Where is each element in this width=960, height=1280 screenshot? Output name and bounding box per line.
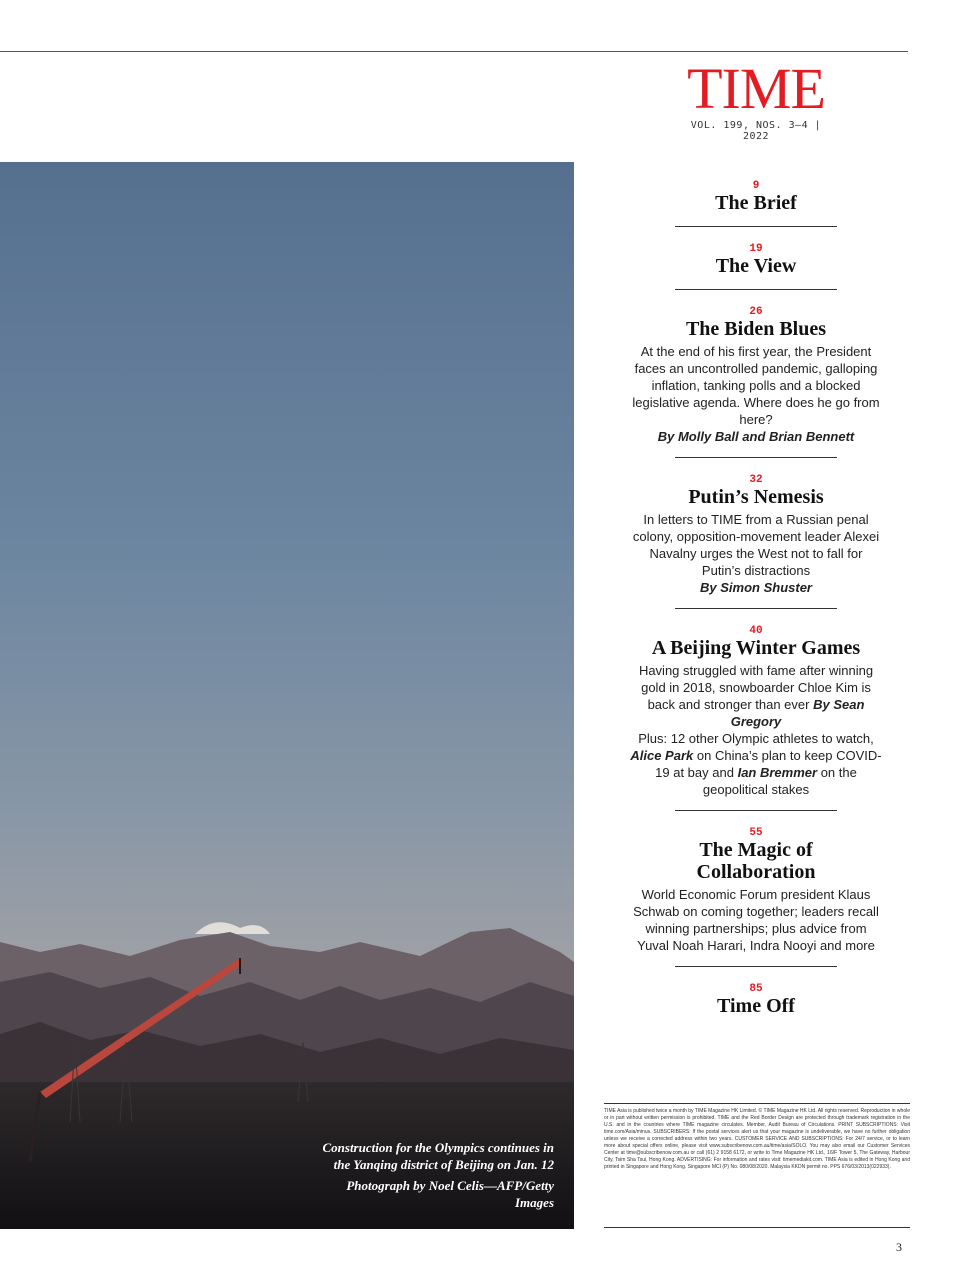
story-title: The Biden Blues (685, 318, 827, 340)
page-number: 40 (749, 625, 763, 637)
toc-entry-putin[interactable] (630, 474, 882, 608)
author-name: Ian Bremmer (737, 765, 818, 780)
divider (675, 608, 837, 609)
issue-info: VOL. 199, NOS. 3–4 | 2022 (690, 120, 822, 142)
page-number: 32 (749, 474, 763, 486)
story-title: Putin’s Nemesis (688, 486, 824, 508)
story-dek (630, 343, 882, 445)
toc-entry-brief[interactable] (630, 180, 882, 226)
story-dek (630, 662, 882, 798)
story-title: A Beijing Winter Games (651, 637, 861, 659)
story-dek (630, 511, 882, 596)
dek-text: Having struggled with fame after winning gold in 2018, snowboarder Chloe Kim is back and stronger than ever (638, 663, 874, 712)
cover-photo (0, 162, 574, 1229)
divider (675, 966, 837, 967)
fine-print-bottom-rule (604, 1227, 910, 1228)
dek-text: At the end of his first year, the President faces an uncontrolled pandemic, galloping inflation, tanking polls and a blocked legislative agenda. Where does he go from here? (632, 344, 880, 427)
byline: By Sean Gregory (730, 697, 865, 729)
title-line: The Magic of (699, 839, 813, 861)
caption-description: Construction for the Olympics continues in the Yanqing district of Beijing on Jan. 12 (322, 1140, 554, 1172)
section-title: The View (715, 255, 797, 277)
byline: By Simon Shuster (700, 580, 812, 595)
page-number: 19 (749, 243, 763, 255)
page-number: 55 (749, 827, 763, 839)
divider (675, 289, 837, 290)
top-rule (0, 51, 908, 52)
caption-credit: Photograph by Noel Celis—AFP/Getty Images (346, 1178, 554, 1210)
fine-print-top-rule (604, 1103, 910, 1104)
dek-text: on China’s plan to keep COVID-19 at bay and (655, 748, 882, 780)
publication-fine-print: TIME Asia is published twice a month by TIME Magazine HK Limited. © TIME Magazine HK Ltd. All rights reserved. Reproduction in whole or in part without written permission is prohibited. TIME and the Red Border Design are protected through trademark registration in the U.S. and in the countries where TIME magazine circulates. Member, Audit Bureau of Circulations. PRINT SUBSCRIPTIONS: Visit time.com/Asia/minus. SUBSCRIBERS: If the postal services alert us that your magazine is undeliverable, we have no further obligation unless we receive a corrected address within two years. CUSTOMER SERVICE AND SUBSCRIPTIONS: For 24/7 service, or to learn more about special offers online, please visit www.subscribenow.com.au/time/asia/SOLO. You may also email our Customer Services Center at time@subscribenow.com.au or call (61) 2 9158 6172, or write to Time Magazine HK Ltd., 16/F Tower 5, The Gateway, Harbour City, Tsim Sha Tsui, Hong Kong. ADVERTISING: For information and rates visit: timemediakit.com. TIME Asia is edited in Hong Kong and printed in Singapore and Hong Kong. Singapore MCI (P) No. 080/08/2020. Malaysia KKDN permit no. PPS 676/03/2013(022933). (604, 1108, 910, 1170)
masthead (676, 56, 836, 142)
dek-text: In letters to TIME from a Russian penal colony, opposition-movement leader Alexei Navalny urges the West not to fall for Putin’s distractions (632, 512, 880, 578)
title-line: Collaboration (696, 861, 816, 883)
table-of-contents (630, 180, 882, 1029)
story-dek: World Economic Forum president Klaus Schwab on coming together; leaders recall winning partnerships; plus advice from Yuval Noah Harari, Indra Nooyi and more (633, 887, 879, 953)
author-name: Alice Park (630, 748, 694, 763)
toc-entry-view[interactable] (630, 243, 882, 289)
toc-entry-magic[interactable] (630, 827, 882, 966)
divider (675, 457, 837, 458)
dek-text: on the geopolitical stakes (702, 765, 857, 797)
section-title: The Brief (715, 192, 797, 214)
toc-entry-biden[interactable] (630, 306, 882, 457)
toc-entry-timeoff[interactable] (630, 983, 882, 1029)
divider (675, 226, 837, 227)
page-number: 85 (749, 983, 763, 995)
time-logo: TIME (687, 56, 825, 121)
page-folio: 3 (896, 1240, 902, 1254)
page-number: 9 (752, 180, 760, 192)
page-number: 26 (749, 306, 763, 318)
section-title: Time Off (717, 995, 795, 1017)
beijing-landscape-image (0, 162, 574, 1229)
toc-entry-beijing[interactable] (630, 625, 882, 810)
story-title (630, 839, 882, 883)
divider (675, 810, 837, 811)
photo-caption (314, 1139, 554, 1211)
byline: By Molly Ball and Brian Bennett (657, 429, 855, 444)
dek-text: Plus: 12 other Olympic athletes to watch, (638, 731, 874, 746)
